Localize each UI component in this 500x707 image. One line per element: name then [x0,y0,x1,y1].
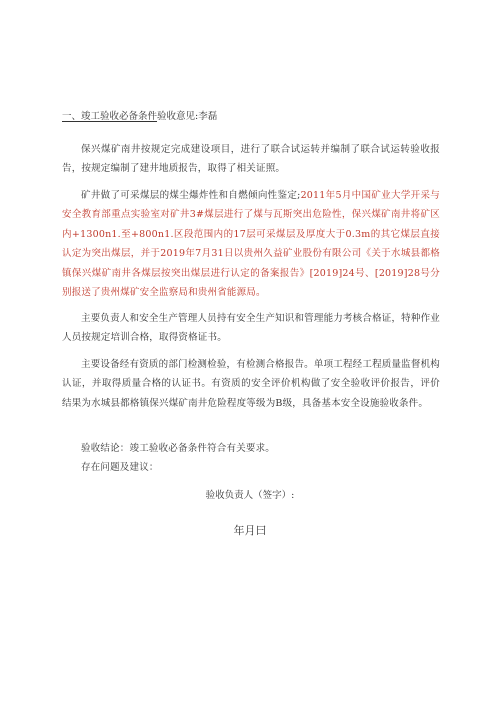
paragraph-coal-seam-highlight: 2011年5月中国矿业大学开采与安全教育部重点实验室对矿井3#煤层进行了煤与瓦斯突出危险性，保兴煤矿南井将矿区内+1300n1.至+800n1.区段范围内的17层可采煤层及厚度大于0.3m的其它煤层直接认定为突出煤层，并于2019年7月31日以贵州久益矿业股份有限公司《关于水城县都格镇保兴煤矿南井各煤层按突出煤层进行认定的备案报告》[2019]24号、[2019]28号分别报送了贵州煤矿安全监察局和贵州省能源局。 [62,189,440,298]
section-title: 一、竣工验收必备条件 [62,111,158,122]
paragraph-personnel: 主要负责人和安全生产管理人员持有安全生产知识和管理能力考核合格证，特种作业人员按规定培训合格，取得资格证书。 [62,312,440,343]
signature-label: 验收负责人（签字）: [205,490,295,501]
paragraph-equipment: 主要设备经有资质的部门检测检验，有检测合格报告。单项工程经工程质量监督机构认证，并取得质量合格的认证书。有资质的安全评价机构做了安全验收评价报告，评价结果为水城县都格镇保兴煤矿南井危险程度等级为B级，具备基本安全设施验收条件。 [62,358,440,409]
section-suffix: 验收意见:李磊 [157,111,218,122]
section-heading [62,110,217,124]
paragraph-issues: 存在问题及建议： [81,461,159,473]
paragraph-conclusion: 验收结论：竣工验收必备条件符合有关要求。 [81,442,276,454]
paragraph-coal-seam-intro: 矿井做了可采煤层的煤尘爆炸性和自燃倾向性鉴定; [81,189,301,201]
paragraph-coal-seam [62,186,440,303]
paragraph-construction: 保兴煤矿南井按规定完成建设项目，进行了联合试运转并编制了联合试运转验收报告，按规定编制了建井地质报告，取得了相关证照。 [62,143,440,174]
signature-date: 年月曰 [233,524,267,537]
